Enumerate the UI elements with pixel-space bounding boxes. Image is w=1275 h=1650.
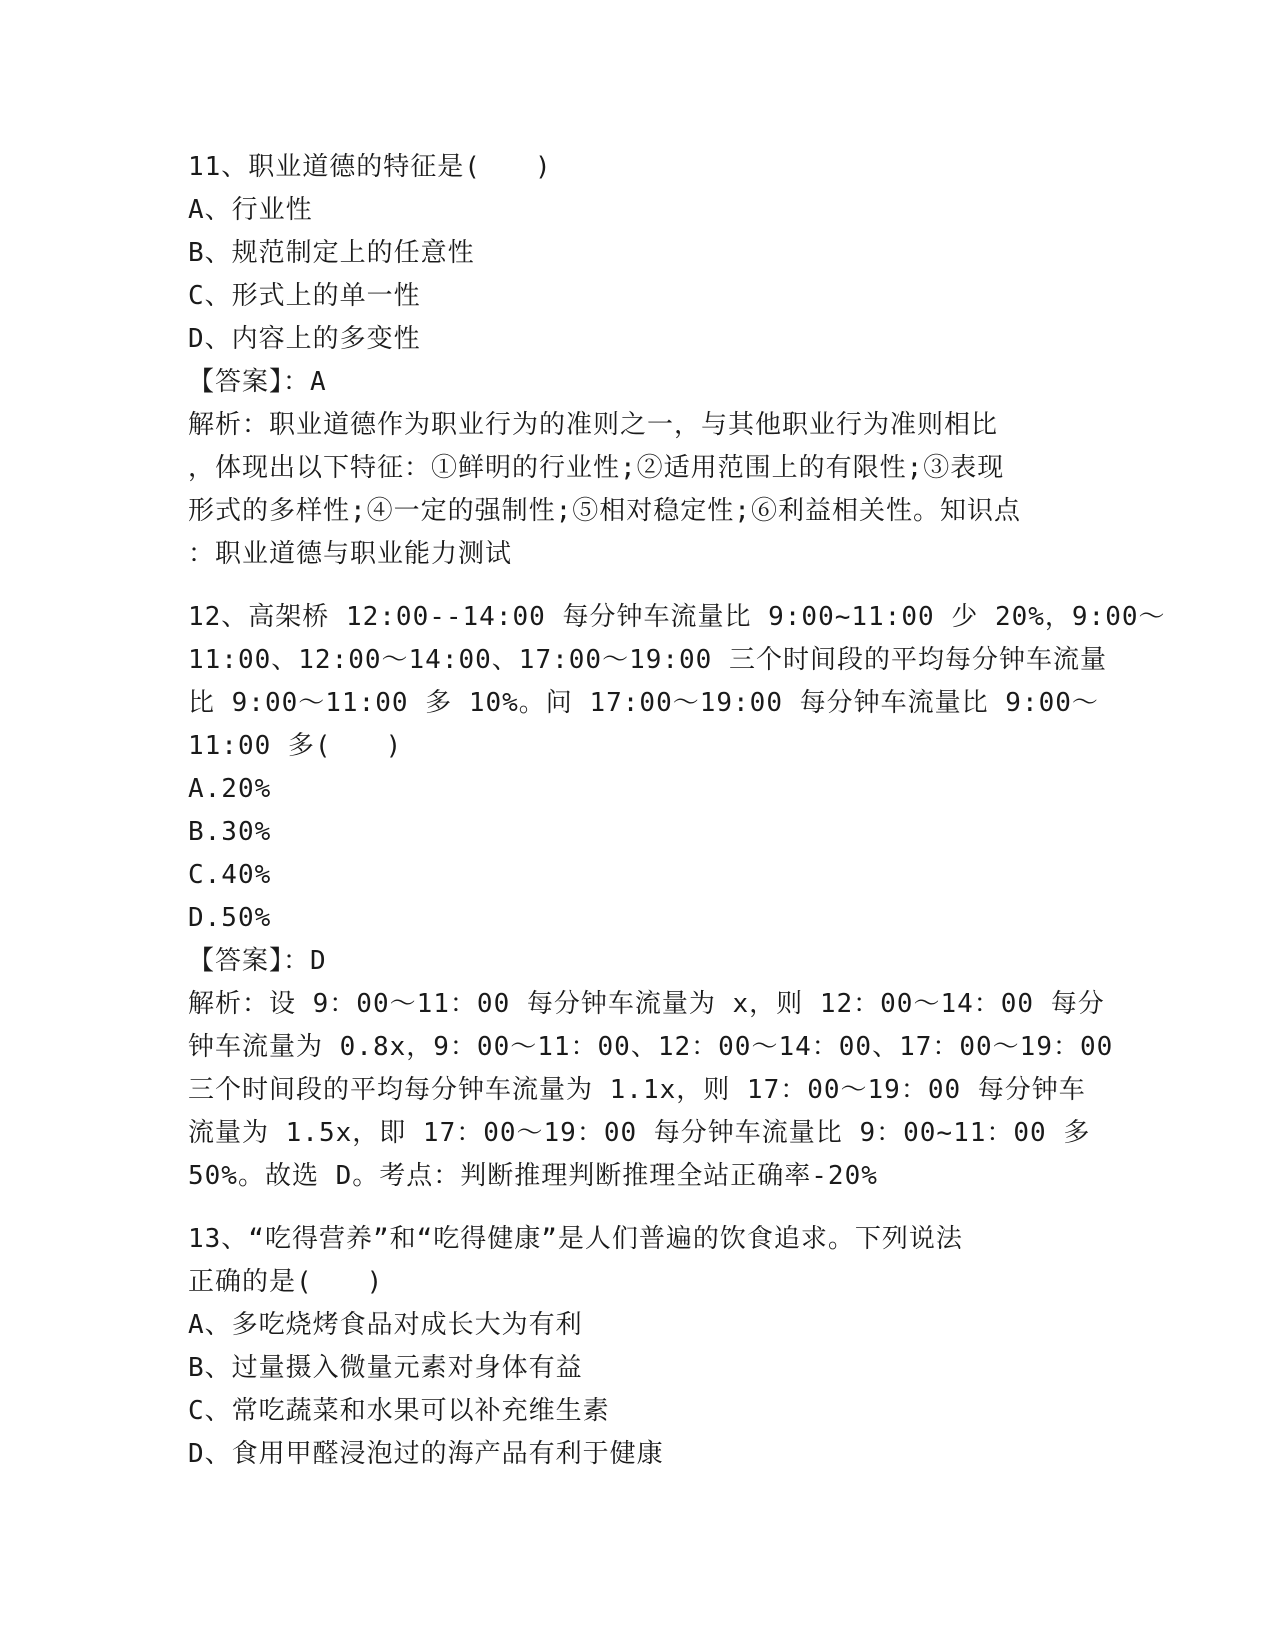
question-stem: 正确的是( ) [188,1267,384,1297]
analysis-line: ，体现出以下特征：①鲜明的行业性;②适用范围上的有限性;③表现 [188,453,1005,483]
question-11 [188,146,1088,576]
option-b: B、过量摄入微量元素对身体有益 [188,1353,583,1383]
question-stem: 比 9:00～11:00 多 10%。问 17:00～19:00 每分钟车流量比 9:00～ [188,688,1099,718]
question-stem: 11:00、12:00～14:00、17:00～19:00 三个时间段的平均每分钟车流量 [188,645,1107,675]
option-a: A、多吃烧烤食品对成长大为有利 [188,1310,583,1340]
question-13 [188,1218,1088,1476]
option-c: C、形式上的单一性 [188,281,421,311]
question-stem: 13、“吃得营养”和“吃得健康”是人们普遍的饮食追求。下列说法 [188,1224,963,1254]
question-stem: 11、职业道德的特征是( ) [188,152,552,182]
analysis-line: 钟车流量为 0.8x，9：00～11：00、12：00～14：00、17：00～19：00 [188,1032,1114,1062]
option-c: C.40% [188,860,272,890]
analysis-line: 形式的多样性;④一定的强制性;⑤相对稳定性;⑥利益相关性。知识点 [188,496,1021,526]
analysis-line: ：职业道德与职业能力测试 [188,539,513,569]
option-d: D、内容上的多变性 [188,324,421,354]
analysis-line: 三个时间段的平均每分钟车流量为 1.1x，则 17：00～19：00 每分钟车 [188,1075,1086,1105]
document-page [188,146,1166,1476]
option-d: D.50% [188,903,272,933]
question-stem: 11:00 多( ) [188,731,403,761]
question-12 [188,596,1166,1198]
option-d: D、食用甲醛浸泡过的海产品有利于健康 [188,1439,664,1469]
spacer [188,1198,1088,1218]
answer: 【答案】：A [188,367,327,397]
analysis-line: 50%。故选 D。考点：判断推理判断推理全站正确率-20% [188,1161,878,1191]
option-b: B、规范制定上的任意性 [188,238,475,268]
spacer [188,576,1088,596]
analysis-line: 解析：设 9：00～11：00 每分钟车流量为 x，则 12：00～14：00 每分 [188,989,1105,1019]
option-c: C、常吃蔬菜和水果可以补充维生素 [188,1396,610,1426]
option-a: A、行业性 [188,195,313,225]
question-stem: 12、高架桥 12:00--14:00 每分钟车流量比 9:00~11:00 少 20%，9:00～ [188,602,1166,632]
analysis-line: 解析：职业道德作为职业行为的准则之一，与其他职业行为准则相比 [188,410,999,440]
option-b: B.30% [188,817,272,847]
option-a: A.20% [188,774,272,804]
analysis-line: 流量为 1.5x，即 17：00～19：00 每分钟车流量比 9：00~11：00 多 [188,1118,1091,1148]
answer: 【答案】：D [188,946,327,976]
